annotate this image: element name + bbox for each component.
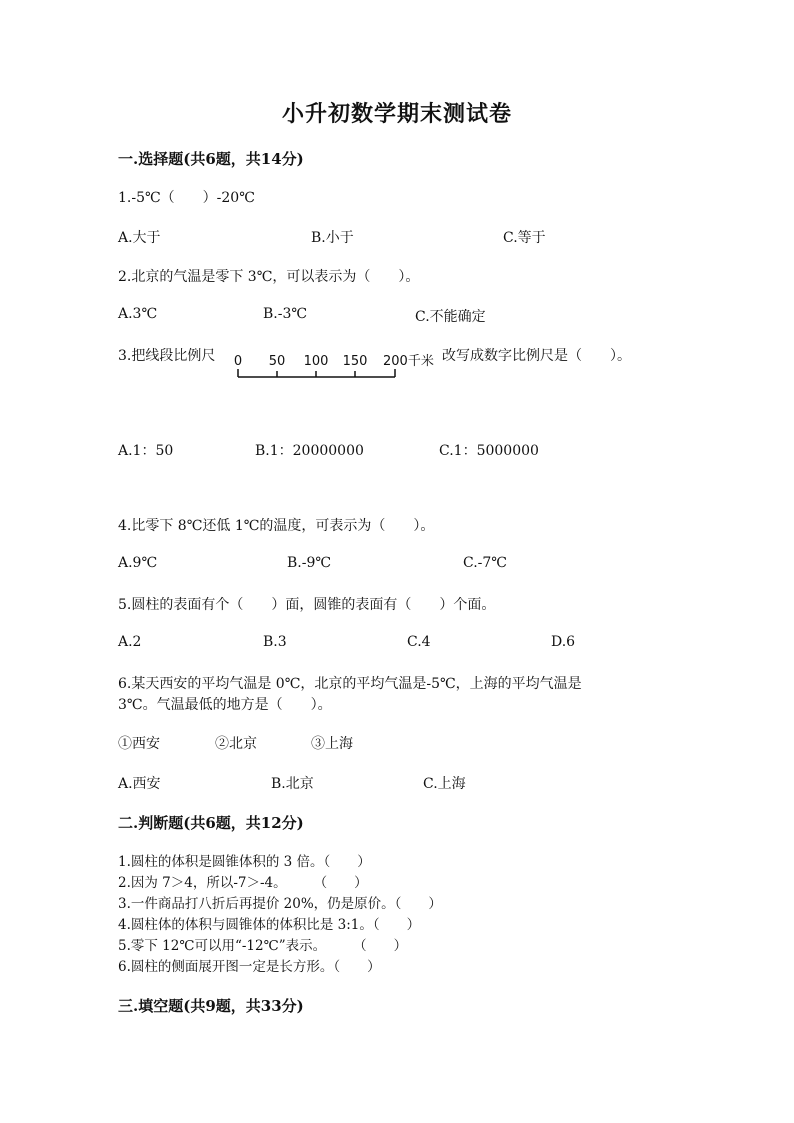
q5-option-b: B.3 — [263, 634, 287, 650]
question-3-prefix: 3.把线段比例尺 — [118, 348, 216, 364]
q6-option-b: B.北京 — [271, 776, 314, 792]
q4-option-b: B.-9℃ — [287, 555, 332, 571]
question-1: 1.-5℃（ ）-20℃ — [118, 190, 255, 206]
question-3-suffix: 改写成数字比例尺是（ ）。 — [442, 348, 631, 364]
q6-choice-3: ③上海 — [311, 736, 353, 752]
question-2: 2.北京的气温是零下 3℃，可以表示为（ ）。 — [118, 269, 420, 285]
question-5: 5.圆柱的表面有个（ ）面，圆锥的表面有（ ）个面。 — [118, 597, 496, 613]
q5-option-c: C.4 — [407, 634, 431, 650]
judge-item-2: 2.因为 7＞4，所以-7＞-4。 （ ） — [118, 875, 368, 891]
line-scale-figure — [232, 349, 442, 383]
section-heading-choice: 一.选择题(共6题，共14分) — [118, 150, 304, 168]
q1-option-a: A.大于 — [118, 230, 161, 246]
q4-option-c: C.-7℃ — [463, 555, 507, 571]
section-heading-judge: 二.判断题(共6题，共12分) — [118, 814, 304, 832]
q2-option-b: B.-3℃ — [263, 306, 308, 322]
scale-label-50: 50 — [268, 354, 286, 369]
q3-option-a: A.1：50 — [118, 443, 174, 459]
scale-label-200: 200千米 — [383, 354, 434, 369]
q1-option-b: B.小于 — [311, 230, 354, 246]
judge-item-4: 4.圆柱体的体积与圆锥体的体积比是 3:1。（ ） — [118, 917, 421, 933]
q5-option-d: D.6 — [551, 634, 576, 650]
scale-label-150: 150 — [342, 354, 368, 369]
question-6-line-1: 6.某天西安的平均气温是 0℃，北京的平均气温是-5℃，上海的平均气温是 — [118, 676, 582, 692]
q6-option-a: A.西安 — [118, 776, 161, 792]
question-4: 4.比零下 8℃还低 1℃的温度，可表示为（ ）。 — [118, 518, 435, 534]
judge-item-1: 1.圆柱的体积是圆锥体积的 3 倍。（ ） — [118, 854, 371, 870]
q6-choice-1: ①西安 — [118, 736, 160, 752]
q4-option-a: A.9℃ — [118, 555, 158, 571]
question-6-line-2: 3℃。气温最低的地方是（ ）。 — [118, 697, 332, 713]
q2-option-a: A.3℃ — [118, 306, 158, 322]
scale-label-0: 0 — [233, 354, 243, 369]
q6-option-c: C.上海 — [423, 776, 466, 792]
q3-option-c: C.1：5000000 — [439, 443, 539, 459]
judge-item-3: 3.一件商品打八折后再提价 20%，仍是原价。（ ） — [118, 896, 442, 912]
q3-option-b: B.1：20000000 — [255, 443, 364, 459]
section-heading-fill: 三.填空题(共9题，共33分) — [118, 997, 304, 1015]
judge-item-6: 6.圆柱的侧面展开图一定是长方形。（ ） — [118, 959, 381, 975]
q5-option-a: A.2 — [118, 634, 142, 650]
q1-option-c: C.等于 — [503, 230, 546, 246]
page-title: 小升初数学期末测试卷 — [281, 101, 512, 127]
q2-option-c: C.不能确定 — [415, 309, 486, 325]
scale-label-100: 100 — [303, 354, 329, 369]
judge-item-5: 5.零下 12℃可以用“-12℃”表示。 （ ） — [118, 938, 408, 954]
q6-choice-2: ②北京 — [215, 736, 257, 752]
